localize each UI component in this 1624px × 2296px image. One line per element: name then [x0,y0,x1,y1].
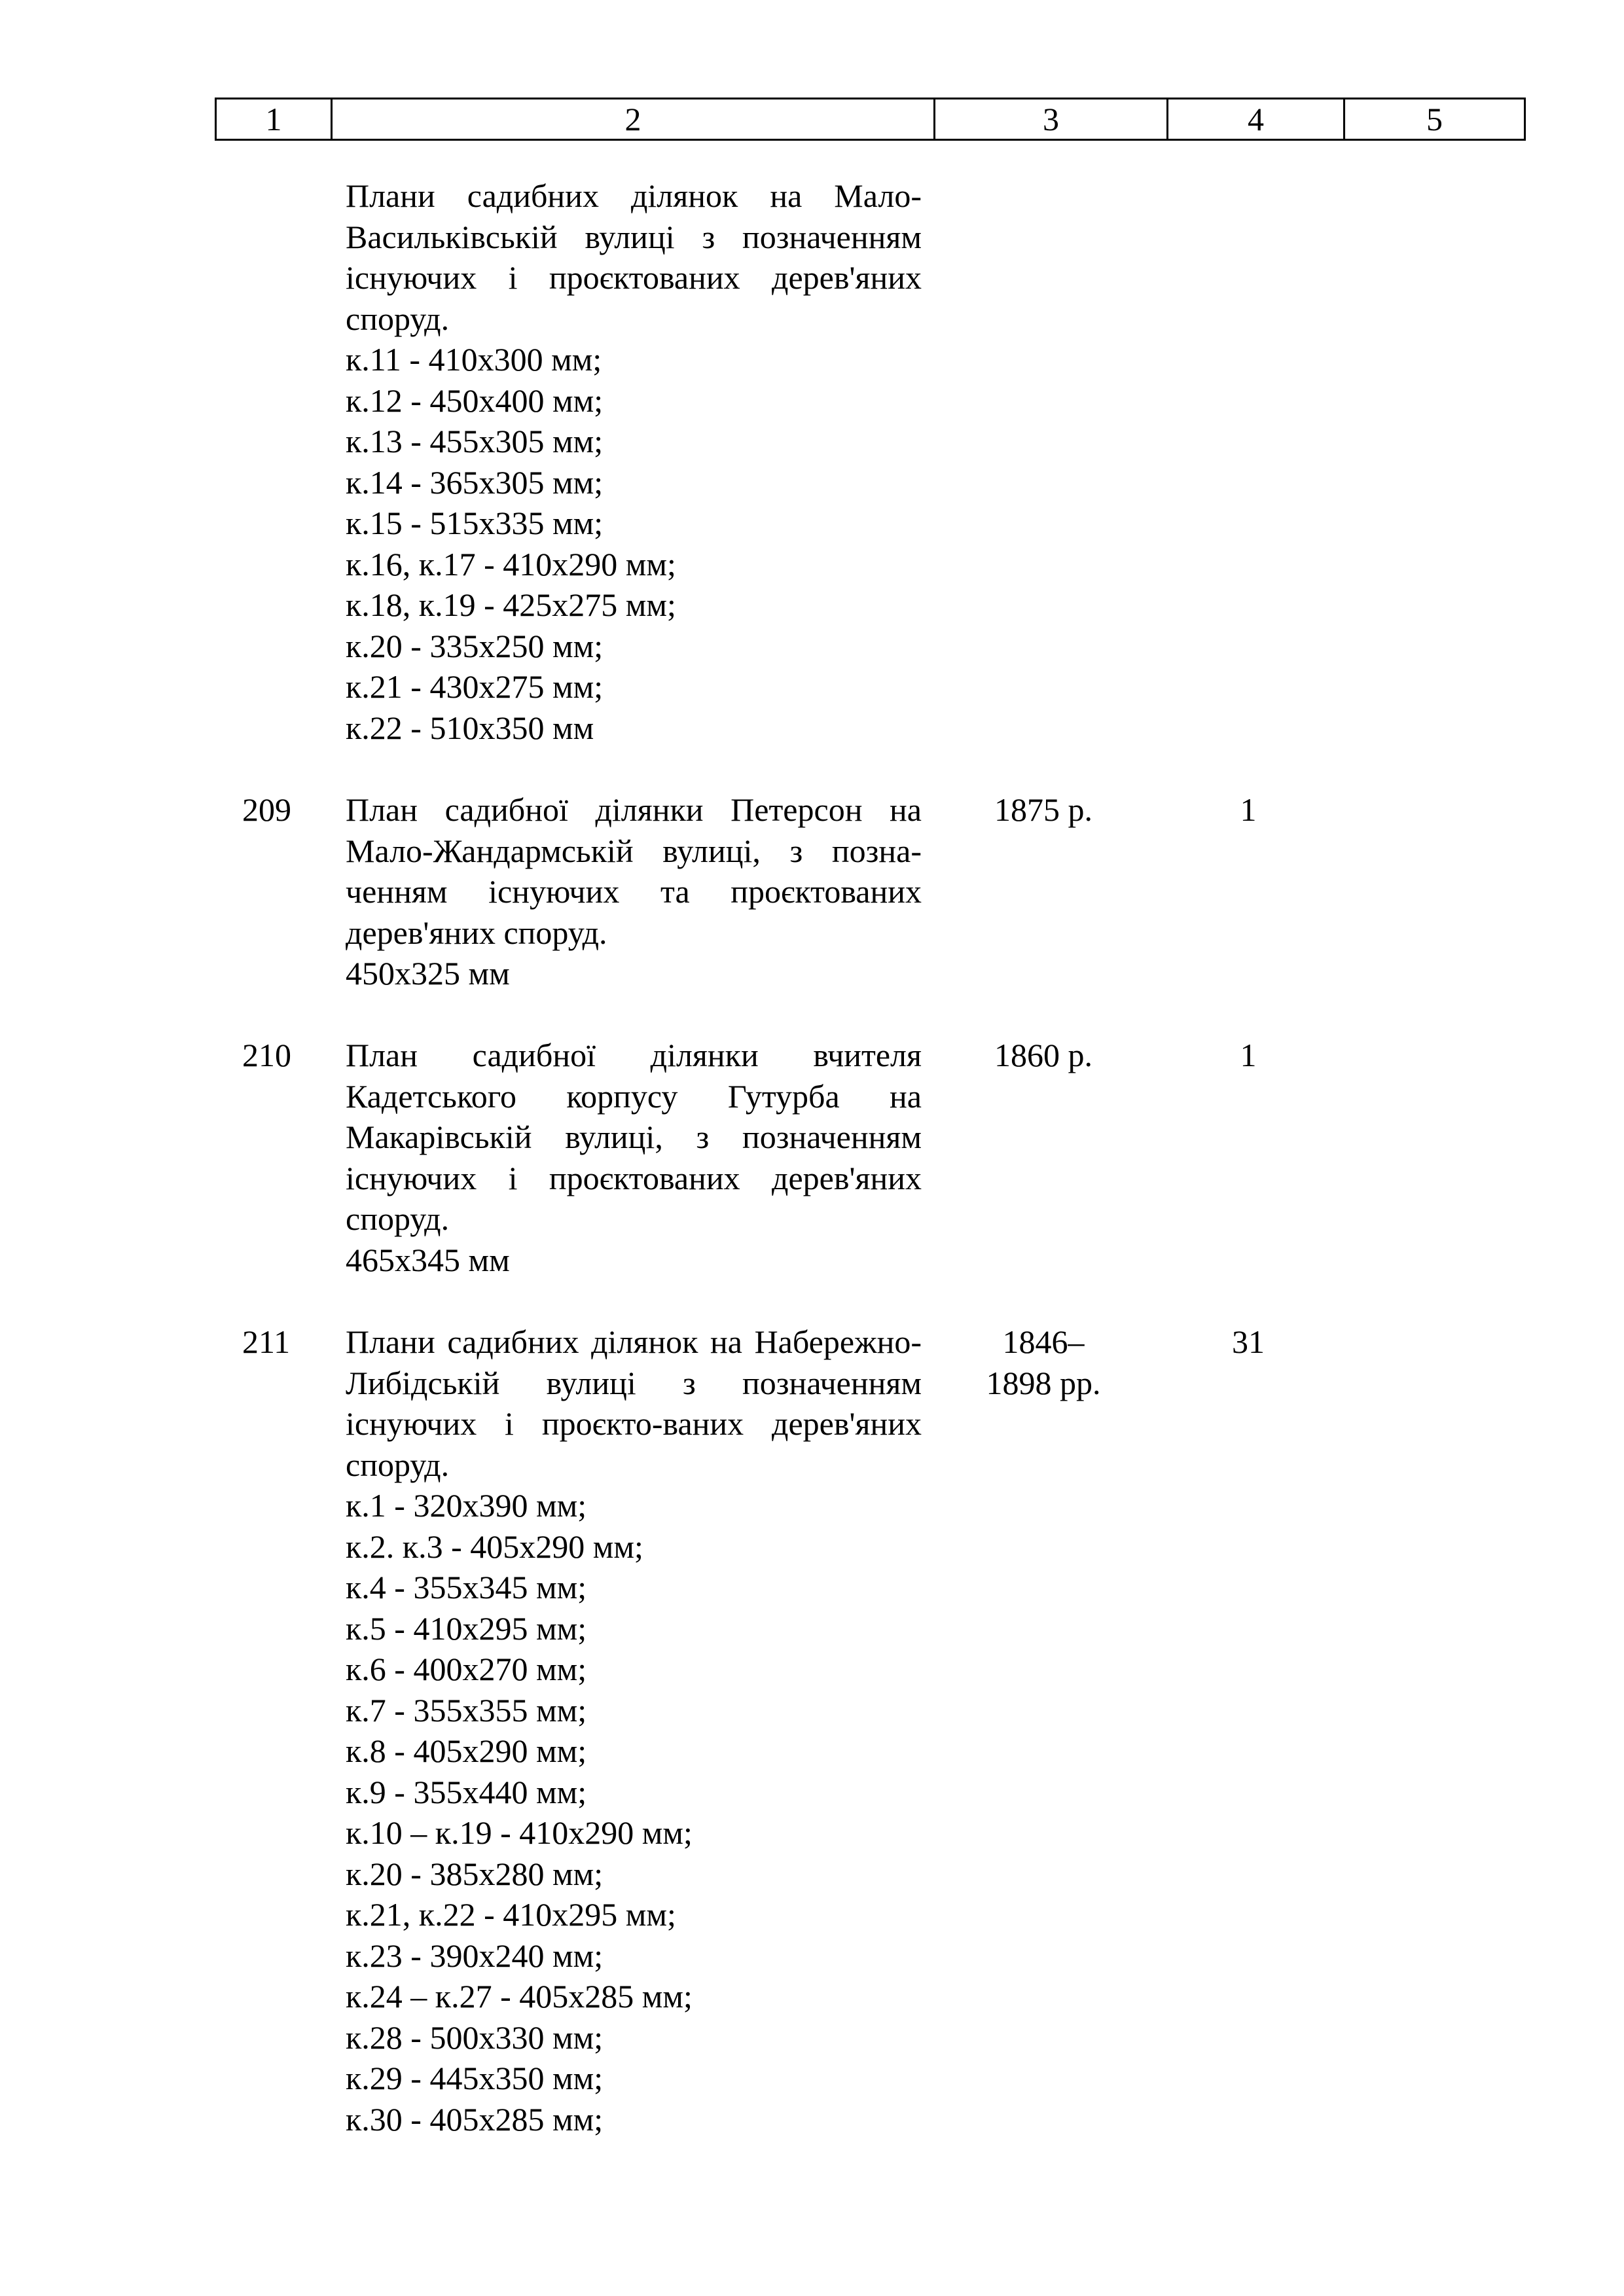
size-line: к.4 - 355х345 мм; [346,1569,587,1605]
size-line: к.20 - 385х280 мм; [346,1855,604,1892]
size-line: к.21, к.22 - 410х295 мм; [346,1896,676,1933]
header-col-2: 2 [332,99,935,140]
date-line: 1860 р. [994,1037,1092,1073]
size-line: к.22 - 510х350 мм [346,709,594,746]
size-line: к.10 – к.19 - 410х290 мм; [346,1814,693,1851]
size-line: 465х345 мм [346,1241,510,1278]
size-line: к.20 - 335х250 мм; [346,627,604,664]
entry-date [927,789,1160,831]
entry-description [346,1035,922,1280]
header-col-5: 5 [1344,99,1525,140]
size-line: к.29 - 445х350 мм; [346,2060,604,2096]
entry-number: 210 [242,1037,291,1073]
size-line: к.1 - 320х390 мм; [346,1487,587,1524]
size-line: к.16, к.17 - 410х290 мм; [346,545,676,583]
header-col-3: 3 [935,99,1168,140]
date-line: 1846– [1002,1323,1085,1360]
size-line: к.7 - 355х355 мм; [346,1691,587,1729]
size-line: к.13 - 455х305 мм; [346,423,604,459]
entry-date [927,1035,1160,1076]
entry-count: 1 [1240,791,1257,828]
entry-number: 209 [242,791,291,828]
entry-description [346,175,922,748]
size-line: к.2. к.3 - 405х290 мм; [346,1528,643,1565]
entry-count: 31 [1232,1323,1265,1360]
entry-date [927,1321,1160,1403]
size-line: к.21 - 430х275 мм; [346,668,604,705]
entry-title: Плани садибних ділянок на Набережно-Либідській вулиці з позначенням існуючих і проєкто-ваних дерев'яних споруд. [346,1323,922,1483]
header-col-1: 1 [216,99,332,140]
size-line: 450х325 мм [346,955,510,992]
column-number-header [215,98,1526,141]
size-line: к.30 - 405х285 мм; [346,2100,604,2138]
size-line: к.12 - 450х400 мм; [346,382,604,419]
size-line: к.18, к.19 - 425х275 мм; [346,586,676,623]
size-line: к.11 - 410х300 мм; [346,341,602,378]
size-line: к.5 - 410х295 мм; [346,1609,587,1647]
entry-description [346,1321,922,2140]
entry-title: Плани садибних ділянок на Мало-Васильківській вулиці з позначенням існуючих і проєктованих дерев'яних споруд. [346,177,922,337]
entry-count: 1 [1240,1037,1257,1073]
size-line: к.23 - 390х240 мм; [346,1937,604,1974]
entry-number: 211 [242,1323,291,1360]
date-line: 1898 рр. [986,1364,1101,1401]
entry-title: План садибної ділянки вчителя Кадетського корпусу Гутурба на Макарівській вулиці, з позначенням існуючих і проєктованих дерев'яних споруд. [346,1037,922,1237]
size-line: к.28 - 500х330 мм; [346,2018,604,2056]
size-line: к.9 - 355х440 мм; [346,1773,587,1810]
size-line: к.6 - 400х270 мм; [346,1651,587,1687]
date-line: 1875 р. [994,791,1092,828]
entry-title: План садибної ділянки Петерсон на Мало-Жандармській вулиці, з позна-ченням існуючих та проєктованих дерев'яних споруд. [346,791,922,951]
size-line: к.8 - 405х290 мм; [346,1732,587,1769]
entry-description [346,789,922,994]
header-col-4: 4 [1168,99,1344,140]
size-line: к.24 – к.27 - 405х285 мм; [346,1978,693,2015]
size-line: к.15 - 515х335 мм; [346,505,604,541]
size-line: к.14 - 365х305 мм; [346,463,604,501]
